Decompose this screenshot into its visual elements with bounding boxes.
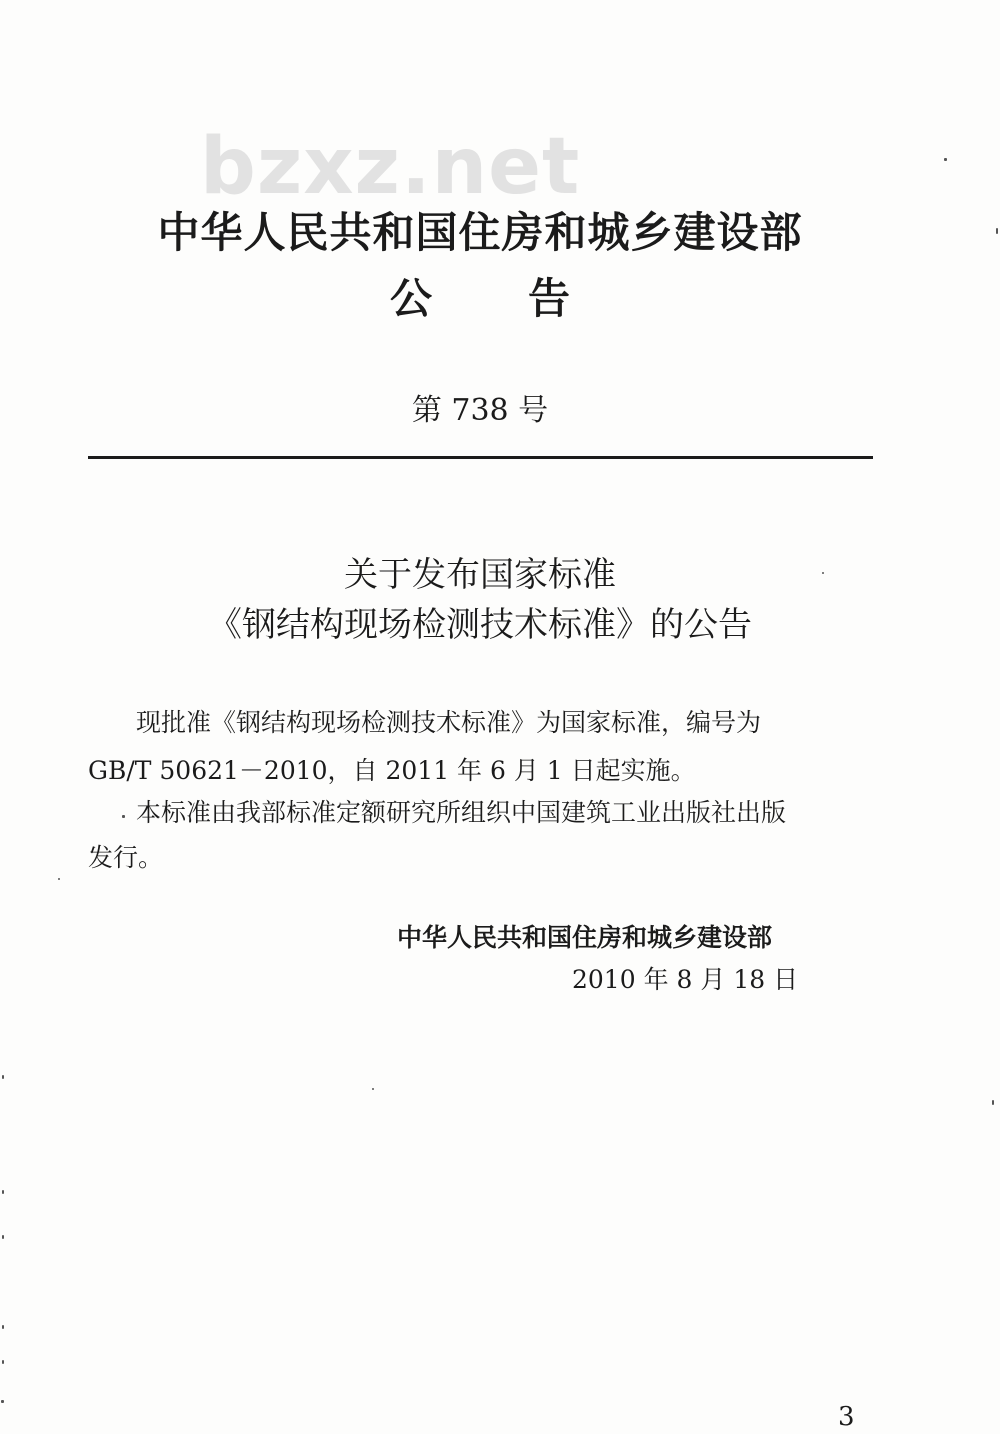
page-number: 3 bbox=[838, 1402, 855, 1432]
subject-line-2: 《钢结构现场检测技术标准》的公告 bbox=[208, 605, 752, 645]
scan-speck bbox=[996, 228, 998, 234]
scan-speck bbox=[2, 1360, 4, 1364]
scan-speck bbox=[372, 1088, 374, 1090]
scan-speck bbox=[2, 1235, 4, 1239]
scan-speck bbox=[2, 1325, 4, 1329]
announcement-title-part1: 公 bbox=[389, 274, 432, 323]
scan-speck bbox=[822, 572, 824, 574]
body-paragraph-1-line-1: 现批准《钢结构现场检测技术标准》为国家标准，编号为 bbox=[136, 708, 762, 737]
department-title: 中华人民共和国住房和城乡建设部 bbox=[157, 208, 803, 257]
scan-speck bbox=[2, 1075, 4, 1079]
scan-speck bbox=[58, 878, 60, 880]
issuer-name: 中华人民共和国住房和城乡建设部 bbox=[397, 923, 773, 952]
scan-speck bbox=[2, 1190, 4, 1194]
header-divider bbox=[88, 456, 873, 459]
body-paragraph-2-line-1: 本标准由我部标准定额研究所组织中国建筑工业出版社出版 bbox=[136, 798, 787, 827]
scan-speck bbox=[1, 1400, 4, 1403]
announcement-title bbox=[0, 274, 960, 323]
scan-speck bbox=[992, 1100, 994, 1105]
scan-speck bbox=[944, 158, 947, 161]
announcement-title-part2: 告 bbox=[528, 274, 571, 323]
body-paragraph-1-line-2: GB/T 50621－2010，自 2011 年 6 月 1 日起实施。 bbox=[88, 756, 696, 785]
subject-line-1: 关于发布国家标准 bbox=[344, 555, 616, 595]
scan-speck bbox=[122, 815, 125, 818]
document-number: 第 738 号 bbox=[411, 393, 549, 428]
body-paragraph-2-line-2: 发行。 bbox=[88, 843, 164, 872]
issue-date: 2010 年 8 月 18 日 bbox=[572, 965, 799, 994]
watermark: bzxz.net bbox=[200, 122, 581, 212]
